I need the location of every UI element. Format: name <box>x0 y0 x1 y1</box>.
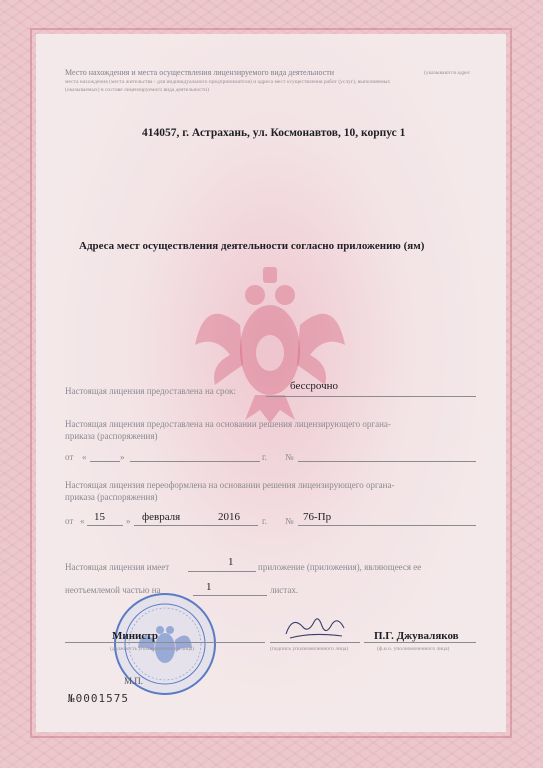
basis-day-line <box>90 461 120 462</box>
term-value: бессрочно <box>290 380 339 392</box>
reissue-day-line <box>87 525 123 526</box>
location-title: Место нахождения и места осуществления лицензируемого вида деятельности <box>65 68 335 77</box>
serial-number: №0001575 <box>68 692 129 705</box>
appendix-note: Адреса мест осуществления деятельности согласно приложению (ям) <box>79 240 425 252</box>
name-caption: (ф.и.о. уполномоченного лица) <box>377 646 450 652</box>
attachments-text-before: Настоящая лицензия имеет <box>65 562 170 572</box>
signature-icon <box>282 612 348 644</box>
official-name: П.Г. Джуваляков <box>374 630 459 642</box>
term-label: Настоящая лицензия предоставлена на срок: <box>65 386 236 396</box>
reissue-day: 15 <box>94 511 105 523</box>
reissue-quote-open: « <box>80 516 85 526</box>
reissue-number: 76-Пр <box>303 511 332 523</box>
position: Министр <box>112 630 158 642</box>
reissue-text-1: Настоящая лицензия переоформлена на основании решения лицензирующего органа- <box>65 480 395 490</box>
basis-text-2: приказа (распоряжения) <box>65 431 158 441</box>
reissue-month: февраля <box>142 511 181 523</box>
basis-from-label: от <box>65 452 74 462</box>
eagle-emblem-icon <box>185 255 355 425</box>
name-line <box>364 642 476 643</box>
basis-year-suffix: г. <box>262 452 267 462</box>
signature-caption: (подпись уполномоченного лица) <box>270 646 349 652</box>
reissue-number-line <box>298 525 476 526</box>
attachments-line2-before: неотъемлемой частью на <box>65 585 161 595</box>
basis-number-line <box>298 461 476 462</box>
basis-quote-open: « <box>82 452 87 462</box>
reissue-year-suffix: г. <box>262 516 267 526</box>
reissue-from-label: от <box>65 516 74 526</box>
basis-number-label: № <box>285 452 294 462</box>
location-note-3: (оказываемых) в составе лицензируемого вида деятельности) <box>65 87 209 93</box>
reissue-quote-close: » <box>126 516 131 526</box>
reissue-date-line <box>134 525 258 526</box>
reissue-text-2: приказа (распоряжения) <box>65 492 158 502</box>
attachments-count: 1 <box>228 556 234 568</box>
reissue-number-label: № <box>285 516 294 526</box>
position-line <box>65 642 265 643</box>
term-line <box>266 396 476 397</box>
attachments-sheets: 1 <box>206 581 212 593</box>
attachments-count-line <box>188 571 256 572</box>
signature-line <box>270 642 360 643</box>
location-note-1: (указываются адрес <box>424 70 471 76</box>
attachments-line2-after: листах. <box>270 585 299 595</box>
basis-quote-close: » <box>120 452 125 462</box>
attachments-text-after: приложение (приложения), являющееся ее <box>258 562 422 572</box>
location-note-2: места нахождения (места жительства - для индивидуального предпринимателя) и адреса мест осуществления работ (услуг), выполняемых <box>65 79 391 85</box>
mp-label: М.П. <box>124 676 144 686</box>
basis-date-line <box>130 461 260 462</box>
position-caption: (должность уполномоченного лица) <box>110 646 195 652</box>
address: 414057, г. Астрахань, ул. Космонавтов, 10, корпус 1 <box>142 127 406 139</box>
reissue-year: 2016 <box>218 511 240 523</box>
basis-text-1: Настоящая лицензия предоставлена на основании решения лицензирующего органа- <box>65 419 391 429</box>
